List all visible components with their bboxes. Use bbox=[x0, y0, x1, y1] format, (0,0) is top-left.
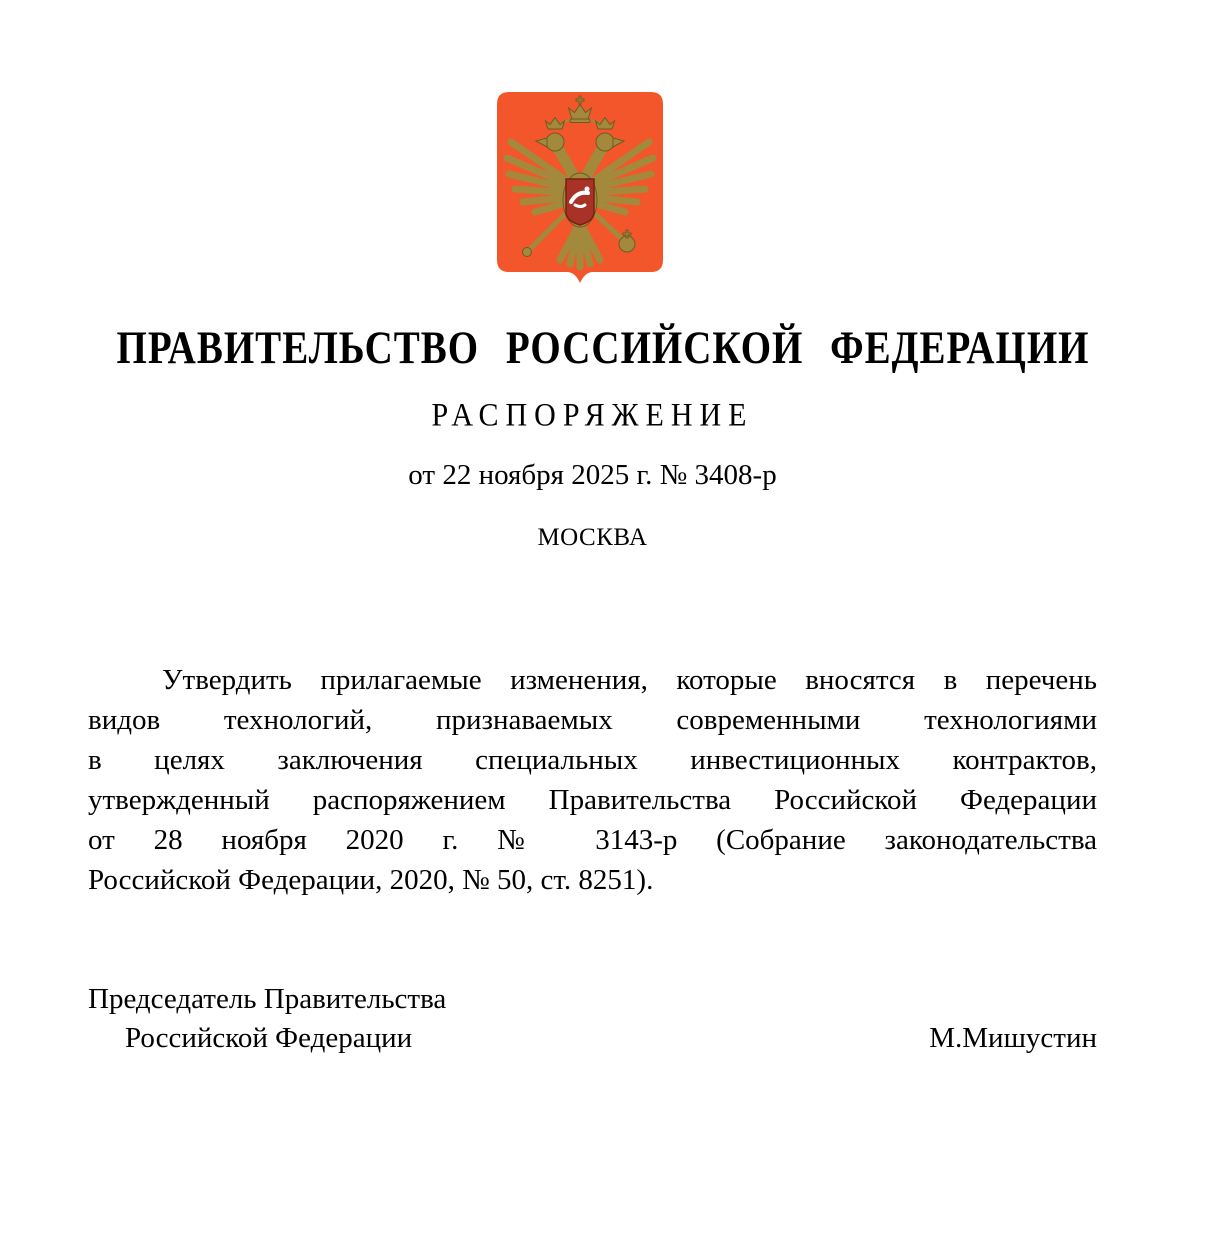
signatory-name: М.Мишустин bbox=[929, 1022, 1097, 1054]
eagle-right-head bbox=[596, 133, 614, 151]
body-line-4: утвержденный распоряжением Правительства Российской Федерации bbox=[88, 784, 1097, 816]
body-line-6: Российской Федерации, 2020, № 50, ст. 8251). bbox=[88, 864, 654, 896]
body-line-5: от 28 ноября 2020 г. № 3143-р (Собрание законодательства bbox=[88, 824, 1097, 856]
document-body bbox=[88, 660, 1097, 900]
scepter-tip bbox=[523, 248, 532, 257]
eagle-left-head bbox=[546, 133, 564, 151]
body-line-1: Утвердить прилагаемые изменения, которые вносятся в перечень bbox=[162, 664, 1097, 696]
signatory-title-line1: Председатель Правительства bbox=[88, 983, 447, 1015]
signatory-title-line2: Российской Федерации bbox=[125, 1022, 413, 1054]
issuing-authority-title: ПРАВИТЕЛЬСТВО РОССИЙСКОЙ ФЕДЕРАЦИИ bbox=[116, 322, 1090, 374]
body-line-3: в целях заключения специальных инвестиционных контрактов, bbox=[88, 744, 1097, 776]
document-date-and-number: от 22 ноября 2025 г. № 3408-р bbox=[408, 459, 777, 491]
central-crown-base bbox=[570, 119, 590, 123]
body-line-2: видов технологий, признаваемых современными технологиями bbox=[88, 704, 1097, 736]
document-type-heading: РАСПОРЯЖЕНИЕ bbox=[431, 397, 754, 434]
city-label: МОСКВА bbox=[537, 524, 648, 551]
russia-coat-of-arms-icon bbox=[497, 92, 663, 284]
